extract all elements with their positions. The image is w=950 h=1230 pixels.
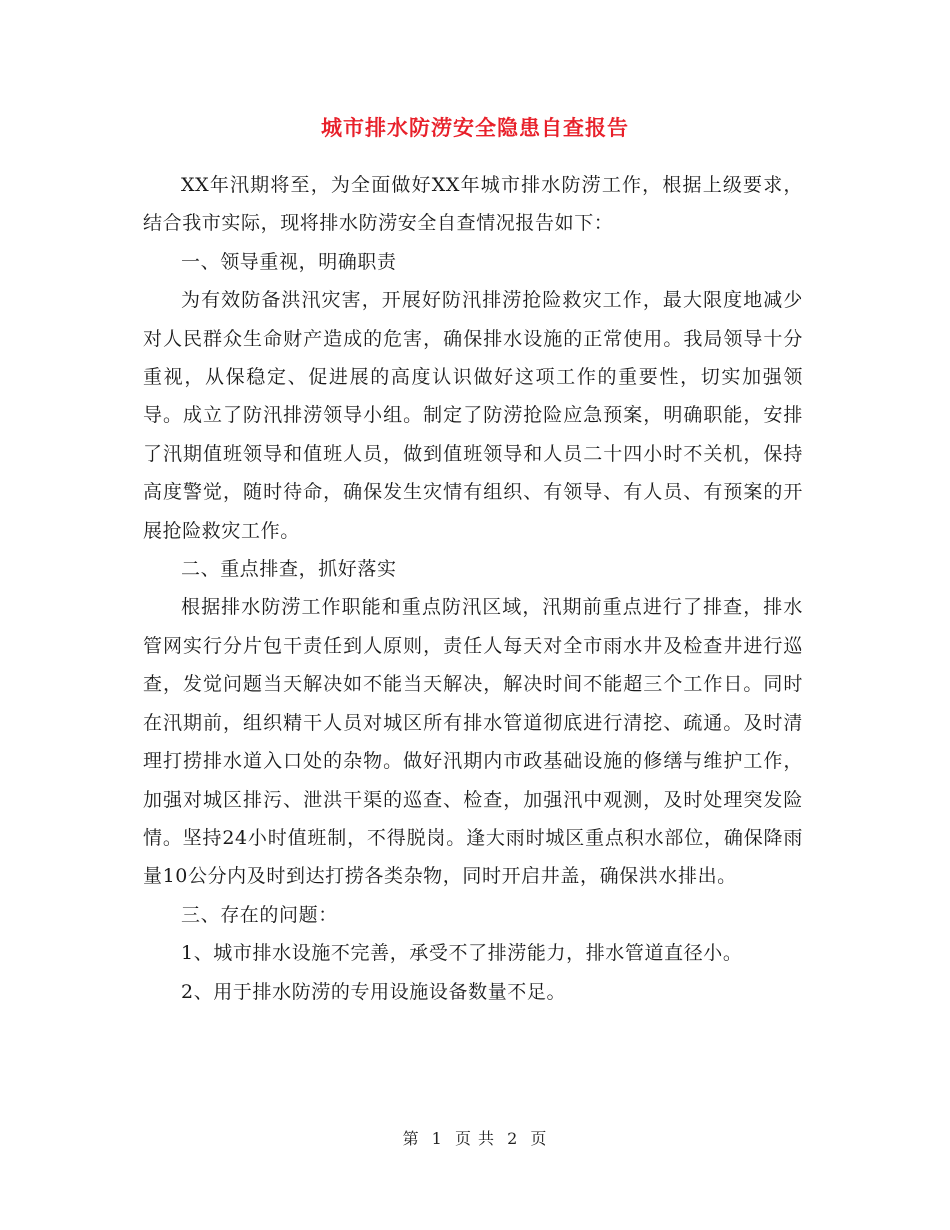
footer-page-number: 1: [431, 1129, 443, 1148]
section-2-paragraph: 根据排水防涝工作职能和重点防汛区域，汛期前重点进行了排查，排水管网实行分片包干责任到人原则，责任人每天对全市雨水井及检查井进行巡查，发觉问题当天解决如不能当天解决，解决时间不能超三个工作日。同时在汛期前，组织精干人员对城区所有排水管道彻底进行清挖、疏通。及时清理打捞排水道入口处的杂物。做好汛期内市政基础设施的修缮与维护工作，加强对城区排污、泄洪干渠的巡查、检查，加强汛中观测，及时处理突发险情。坚持24小时值班制，不得脱岗。逢大雨时城区重点积水部位，确保降雨量10公分内及时到达打捞各类杂物，同时开启井盖，确保洪水排出。: [143, 596, 803, 888]
section-heading-1: 一、领导重视，明确职责: [181, 250, 397, 273]
document-body: [143, 166, 803, 1011]
section-heading-2: 二、重点排查，抓好落实: [181, 558, 397, 581]
page-footer: [0, 1126, 950, 1149]
problem-item-2: 2、用于排水防涝的专用设施设备数量不足。: [181, 980, 567, 1003]
section-heading-3: 三、存在的问题：: [181, 903, 338, 926]
section-1-paragraph: 为有效防备洪汛灾害，开展好防汛排涝抢险救灾工作，最大限度地减少对人民群众生命财产造成的危害，确保排水设施的正常使用。我局领导十分重视，从保稳定、促进展的高度认识做好这项工作的重要性，切实加强领导。成立了防汛排涝领导小组。制定了防涝抢险应急预案，明确职能，安排了汛期值班领导和值班人员，做到值班领导和人员二十四小时不关机，保持高度警觉，随时待命，确保发生灾情有组织、有领导、有人员、有预案的开展抢险救灾工作。: [143, 289, 803, 542]
footer-suffix: 页: [530, 1129, 548, 1148]
intro-paragraph: XX年汛期将至，为全面做好XX年城市排水防涝工作，根据上级要求，结合我市实际，现将排水防涝安全自查情况报告如下：: [143, 174, 803, 235]
footer-middle: 页 共: [454, 1129, 496, 1148]
footer-prefix: 第: [402, 1129, 420, 1148]
problem-item-1: 1、城市排水设施不完善，承受不了排涝能力，排水管道直径小。: [181, 942, 743, 965]
footer-total-pages: 2: [507, 1129, 519, 1148]
page-title: 城市排水防涝安全隐患自查报告: [321, 115, 629, 140]
